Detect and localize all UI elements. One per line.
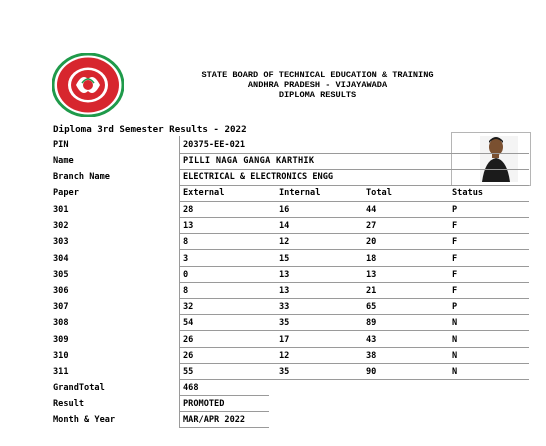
cell-total: 65: [366, 302, 377, 313]
grand-total-label: GrandTotal: [53, 383, 105, 393]
cell-paper: 304: [53, 253, 69, 264]
branch-label: Branch Name: [53, 172, 110, 182]
month-year-row: [53, 415, 523, 428]
cell-total: 21: [366, 286, 377, 296]
sbtet-logo: [52, 53, 124, 117]
grid-line: [179, 249, 529, 250]
name-row: [53, 156, 523, 169]
cell-status: F: [452, 269, 458, 280]
cell-total: 89: [366, 318, 377, 329]
cell-external: 13: [183, 221, 194, 232]
grid-line: [179, 185, 529, 186]
cell-total: 20: [366, 237, 377, 248]
col-header-paper: Paper: [53, 188, 79, 198]
cell-internal: 17: [279, 334, 290, 345]
cell-internal: 13: [279, 286, 290, 296]
table-row: [53, 335, 523, 348]
table-row: [53, 270, 523, 283]
col-header-internal: Internal: [279, 188, 321, 198]
grid-vertical-line: [179, 136, 180, 428]
grid-line: [179, 427, 269, 428]
cell-paper: 308: [53, 318, 69, 329]
cell-total: 18: [366, 253, 377, 264]
cell-external: 26: [183, 350, 194, 361]
cell-total: 38: [366, 350, 377, 361]
name-value: PILLI NAGA GANGA KARTHIK: [183, 156, 315, 166]
cell-paper: 307: [53, 302, 69, 313]
name-label: Name: [53, 156, 74, 166]
cell-external: 8: [183, 237, 189, 248]
cell-internal: 12: [279, 350, 290, 361]
month-year-label: Month & Year: [53, 415, 116, 425]
cell-total: 27: [366, 221, 377, 232]
results-subtitle: Diploma 3rd Semester Results - 2022: [53, 124, 247, 135]
grid-line: [179, 330, 529, 331]
cell-internal: 15: [279, 253, 290, 264]
cell-internal: 14: [279, 221, 290, 232]
cell-total: 90: [366, 367, 377, 377]
pin-row: [53, 140, 523, 153]
cell-external: 28: [183, 205, 194, 215]
cell-total: 43: [366, 334, 377, 345]
cell-total: 13: [366, 269, 377, 280]
cell-paper: 302: [53, 221, 69, 232]
grid-line: [179, 347, 529, 348]
cell-external: 54: [183, 318, 194, 329]
header-line-2: ANDHRA PRADESH - VIJAYAWADA: [247, 80, 388, 90]
cell-paper: 311: [53, 367, 69, 377]
cell-status: P: [452, 205, 458, 215]
cell-external: 55: [183, 367, 194, 377]
grid-line: [179, 282, 529, 283]
result-value: PROMOTED: [183, 399, 225, 409]
cell-paper: 305: [53, 269, 69, 280]
month-year-value: MAR/APR 2022: [183, 415, 246, 425]
grid-line: [179, 169, 529, 170]
header-line-1: STATE BOARD OF TECHNICAL EDUCATION & TRAINING: [201, 70, 434, 80]
grid-line: [179, 233, 529, 234]
pin-value: 20375-EE-021: [183, 140, 246, 150]
cell-total: 44: [366, 205, 377, 215]
cell-status: F: [452, 253, 458, 264]
branch-row: [53, 172, 523, 185]
grid-line: [179, 363, 529, 364]
grid-line: [179, 201, 529, 202]
cell-internal: 35: [279, 367, 290, 377]
cell-paper: 306: [53, 286, 69, 296]
cell-external: 3: [183, 253, 189, 264]
grid-line: [179, 379, 529, 380]
grid-line: [179, 153, 529, 154]
col-header-total: Total: [366, 188, 392, 198]
cell-status: N: [452, 350, 458, 361]
cell-external: 0: [183, 269, 189, 280]
cell-internal: 12: [279, 237, 290, 248]
table-row: [53, 351, 523, 364]
cell-status: N: [452, 334, 458, 345]
col-header-status: Status: [452, 188, 484, 198]
page-header: [150, 70, 485, 100]
cell-status: F: [452, 221, 458, 232]
cell-paper: 301: [53, 205, 69, 215]
table-row: [53, 254, 523, 267]
grid-line: [179, 314, 529, 315]
cell-paper: 309: [53, 334, 69, 345]
cell-external: 32: [183, 302, 194, 313]
cell-internal: 16: [279, 205, 290, 215]
cell-status: N: [452, 367, 458, 377]
branch-value: ELECTRICAL & ELECTRONICS ENGG: [183, 172, 334, 182]
cell-status: F: [452, 286, 458, 296]
cell-status: N: [452, 318, 458, 329]
grid-line: [179, 395, 269, 396]
col-header-external: External: [183, 188, 225, 198]
grid-line: [179, 411, 269, 412]
pin-label: PIN: [53, 140, 69, 150]
cell-status: F: [452, 237, 458, 248]
header-line-3: DIPLOMA RESULTS: [278, 90, 357, 100]
grid-line: [179, 266, 529, 267]
cell-internal: 33: [279, 302, 290, 313]
cell-paper: 310: [53, 350, 69, 361]
result-row: [53, 399, 523, 412]
grid-line: [179, 298, 529, 299]
cell-status: P: [452, 302, 458, 313]
cell-internal: 13: [279, 269, 290, 280]
sbtet-emblem-icon: [52, 53, 124, 117]
table-header: [53, 188, 523, 201]
grand-total-row: [53, 383, 523, 396]
grand-total-value: 468: [183, 383, 199, 393]
cell-paper: 303: [53, 237, 69, 248]
grid-line: [179, 217, 529, 218]
cell-internal: 35: [279, 318, 290, 329]
cell-external: 8: [183, 286, 189, 296]
cell-external: 26: [183, 334, 194, 345]
result-label: Result: [53, 399, 85, 409]
